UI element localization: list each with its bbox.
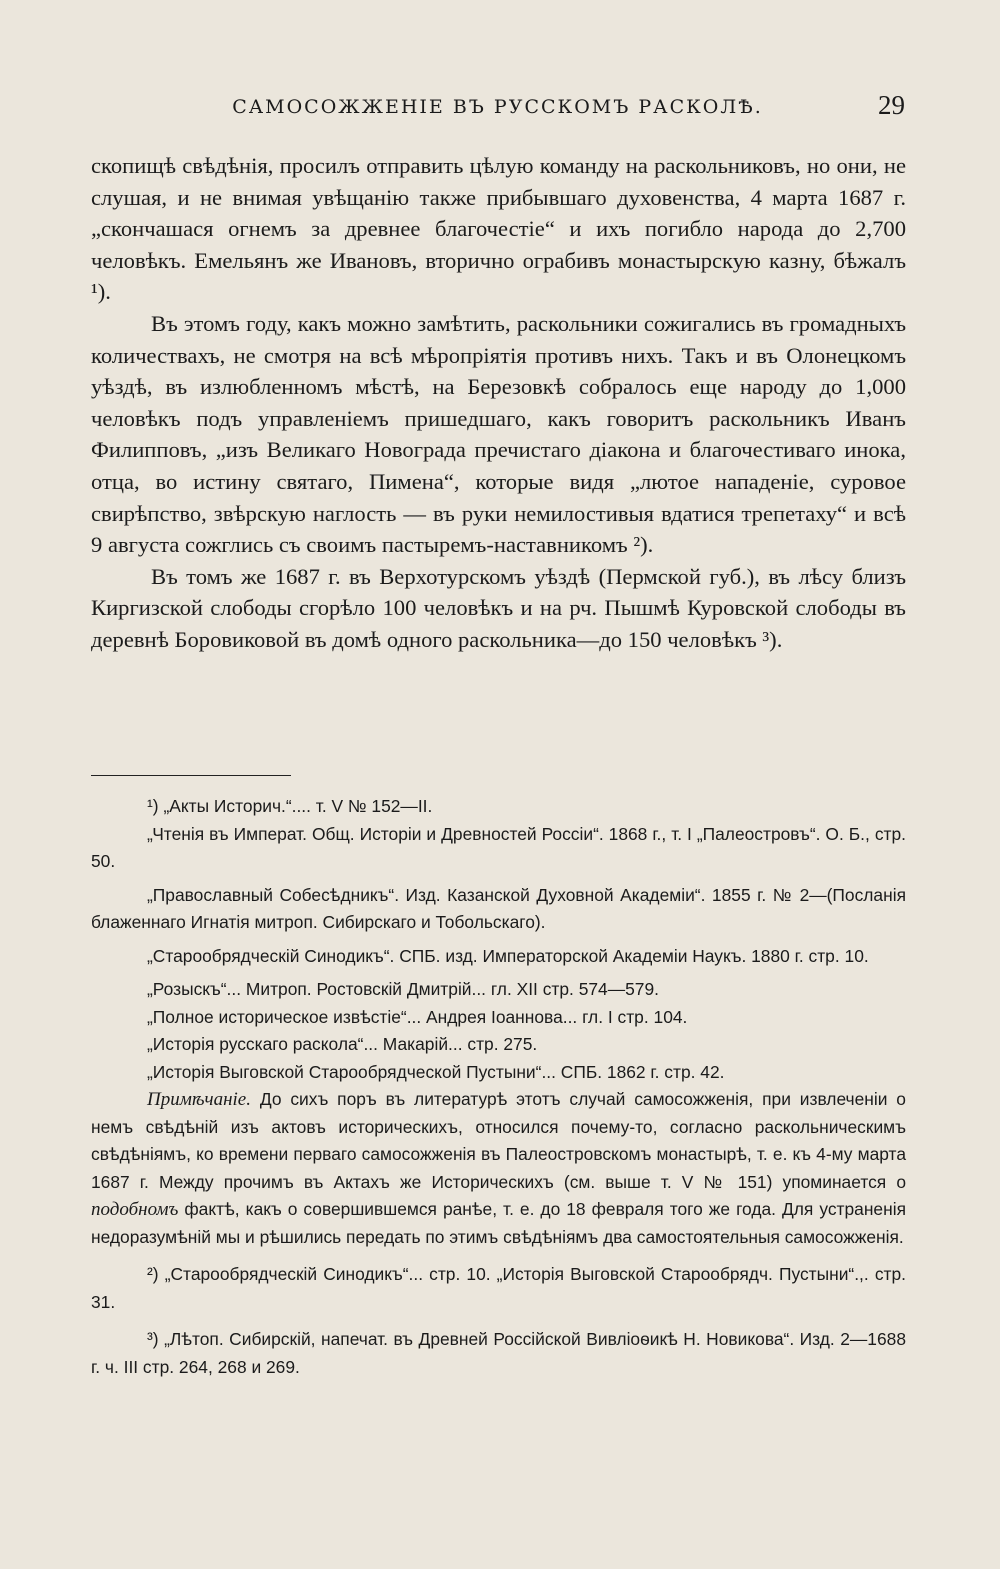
footnote-text: „Акты Историч.“.... т. V № 152—II. [163,796,433,816]
running-title: САМОСОЖЖЕНІЕ ВЪ РУССКОМЪ РАСКОЛѢ. [232,96,763,118]
footnote-marker: ³) [147,1329,159,1349]
page-number: 29 [878,90,905,120]
footnote-2 [91,1261,906,1316]
footnote-separator [91,775,291,776]
footnote-note [91,1086,906,1251]
footnote-marker: ²) [147,1264,159,1284]
footnote-line: „Чтенія въ Императ. Общ. Исторіи и Древностей Россіи“. 1868 г., т. I „Палеостровъ“. О. Б., стр. 50. [91,823,906,871]
footnote-line: „Розыскъ“... Митроп. Ростовскій Дмитрій... гл. XII стр. 574—579. [147,979,659,999]
note-italic: подобномъ [91,1199,179,1220]
note-tail: фактѣ, какъ о совершившемся ранѣе, т. е. до 18 февраля того же года. Для устраненія недоразумѣній мы и рѣшились передать по этимъ свѣдѣніямъ два самостоятельныя самосожженія. [91,1199,906,1247]
footnote-text: „Лѣтоп. Сибирскій, напечат. въ Древней Россійской Вивліоѳикѣ Н. Новикова“. Изд. 2—1688 г. ч. III стр. 264, 268 и 269. [91,1329,906,1377]
footnote-line: „Полное историческое извѣстіе“... Андрея Іоаннова... гл. I стр. 104. [147,1006,688,1027]
note-label: Примѣчаніе. [147,1089,251,1110]
page-header [90,92,905,128]
main-text [91,150,906,656]
footnote-marker: ¹) [147,796,159,816]
footnote-3 [91,1326,906,1381]
footnote-line: „Старообрядческій Синодикъ“. СПБ. изд. Императорской Академіи Наукъ. 1880 г. стр. 10. [147,945,869,966]
footnote-1 [91,793,906,1251]
footnote-line: „Исторія русскаго раскола“... Макарій... стр. 275. [147,1034,538,1054]
footnote-line: „Исторія Выговской Старообрядческой Пустыни“... СПБ. 1862 г. стр. 42. [147,1061,725,1082]
paragraph: скопищѣ свѣдѣнія, просилъ отправить цѣлую команду на раскольниковъ, но они, не слушая, и не внимая увѣщанію также прибывшаго духовенства, 4 марта 1687 г. „скончашася огнемъ за древнее благочестіе“ и ихъ погибло народа до 2,700 человѣкъ. Емельянъ же Ивановъ, вторично ограбивъ монастырскую казну, бѣжалъ ¹). [91,153,906,305]
paragraph: Въ томъ же 1687 г. въ Верхотурскомъ уѣздѣ (Пермской губ.), въ лѣсу близъ Киргизской слободы сгорѣло 100 человѣкъ и на рч. Пышмѣ Куровской слободы въ деревнѣ Боровиковой въ домѣ одного раскольника—до 150 человѣкъ ³). [91,563,906,652]
footnote-line: „Православный Собесѣдникъ“. Изд. Казанской Духовной Академіи“. 1855 г. № 2—(Посланія блаженнаго Игнатія митроп. Сибирскаго и Тобольскаго). [91,884,906,932]
footnote-text: „Старообрядческій Синодикъ“... стр. 10. „Исторія Выговской Старообрядч. Пустыни“.,. стр. 31. [91,1264,906,1312]
footnote-line [91,793,906,821]
footnote-line [91,1326,906,1381]
footnote-line [91,1261,906,1316]
note-text: До сихъ поръ въ литературѣ этотъ случай самосожженія, при извлеченіи о немъ свѣдѣній изъ актовъ историческихъ, относился почему-то, согласно раскольническимъ свѣдѣніямъ, ко времени перваго самосожженія въ Палеостровскомъ монастырѣ, т. е. къ 4-му марта 1687 г. Между прочимъ въ Актахъ же Историческихъ (см. выше т. V № 151) упоминается о [91,1089,906,1192]
footnotes [91,793,906,1391]
paragraph: Въ этомъ году, какъ можно замѣтить, раскольники сожигались въ громадныхъ количествахъ, не смотря на всѣ мѣропріятія противъ нихъ. Такъ и въ Олонецкомъ уѣздѣ, въ излюбленномъ мѣстѣ, на Березовкѣ собралось еще народу до 1,000 человѣкъ подъ управленіемъ пришедшаго, какъ говоритъ раскольникъ Иванъ Филипповъ, „изъ Великаго Новограда пречистаго діакона и благочестиваго инока, отца, во истину святаго, Пимена“, которые видя „лютое нападеніе, суровое свирѣпство, звѣрскую наглость — въ руки немилостивыя вдатися трепетаху“ и всѣ 9 августа сожглись съ своимъ пастыремъ-наставникомъ ²). [91,310,906,558]
